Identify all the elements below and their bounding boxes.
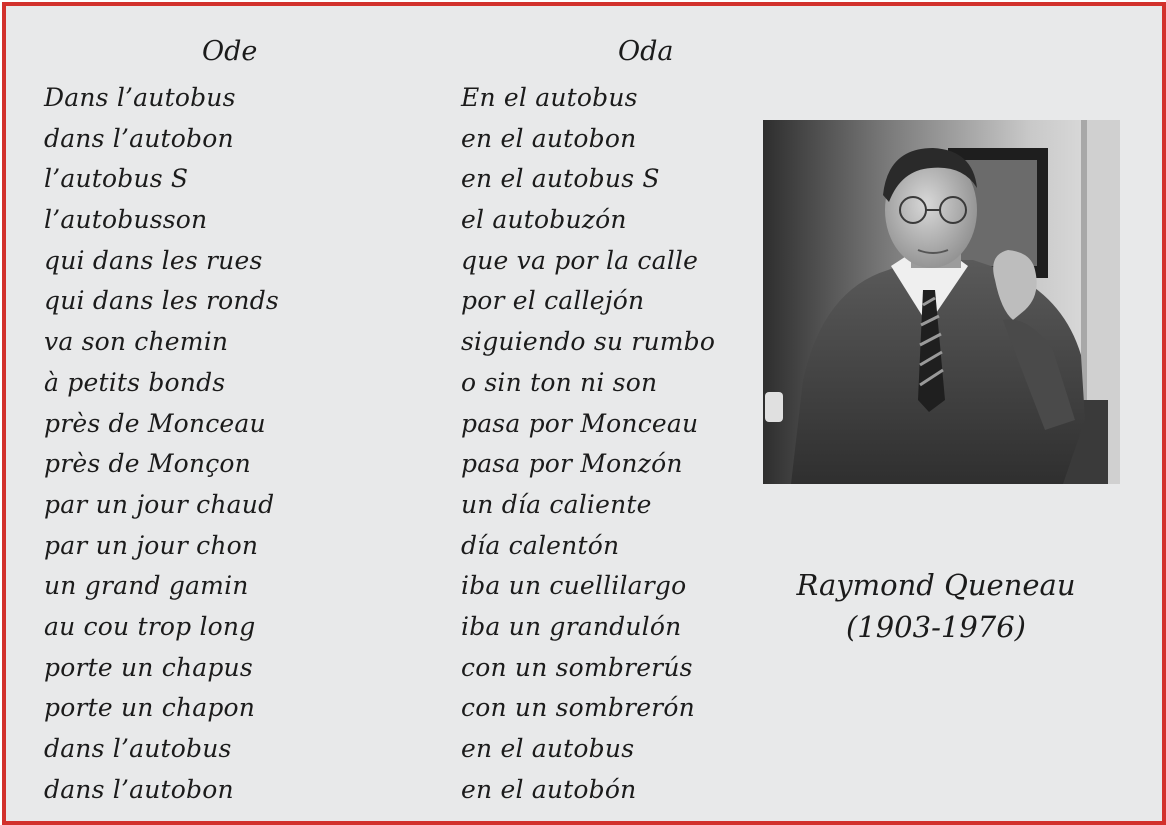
poem-line: porte un chapus [44,652,253,682]
poem-line: día calentón [461,530,620,560]
author-name: Raymond Queneau [796,568,1076,602]
poem-line: l’autobusson [44,205,208,235]
poem-line: o sin ton ni son [461,367,658,397]
poem-line: el autobuzón [461,205,627,235]
poem-line: iba un grandulón [461,611,682,641]
poem-line: dans l’autobon [44,774,234,804]
french-poem-lines [44,78,279,810]
poem-line: à petits bonds [44,367,226,397]
author-caption [776,564,1096,648]
poem-line: pasa por Monceau [461,408,699,438]
poem-line: un día caliente [461,489,652,519]
poem-line: siguiendo su rumbo [461,327,716,357]
poem-line: en el autobón [461,774,637,804]
poem-line: près de Monçon [44,449,251,479]
page-frame [2,2,1166,825]
poem-line: l’autobus S [44,164,189,194]
poem-line: por el callejón [461,286,645,316]
poem-line: con un sombrerús [461,652,693,682]
french-poem-title: Ode [202,36,258,67]
poem-line: un grand gamin [44,571,249,601]
author-years: (1903-1976) [845,610,1027,644]
poem-line: porte un chapon [44,693,256,723]
poem-line: con un sombrerón [461,693,695,723]
poem-line: en el autobon [461,123,637,153]
author-portrait-photo [763,120,1120,484]
poem-line: en el autobus [461,734,635,763]
poem-line: dans l’autobus [44,734,232,763]
poem-line: que va por la calle [461,245,699,275]
poem-line: qui dans les rues [44,245,263,275]
poem-line: en el autobus S [461,164,660,194]
spanish-poem-lines [461,78,715,810]
poem-line: va son chemin [44,327,229,357]
poem-line: Dans l’autobus [44,83,236,112]
poem-line: En el autobus [461,83,638,112]
poem-line: pasa por Monzón [461,449,683,479]
poem-line: dans l’autobon [44,123,234,153]
poem-line: par un jour chaud [44,489,275,519]
poem-line: par un jour chon [44,530,259,560]
poem-line: iba un cuellilargo [461,571,687,601]
poem-line: qui dans les ronds [44,286,279,316]
poem-line: près de Monceau [44,408,266,438]
spanish-poem-title: Oda [618,36,674,67]
poem-line: au cou trop long [44,611,256,641]
